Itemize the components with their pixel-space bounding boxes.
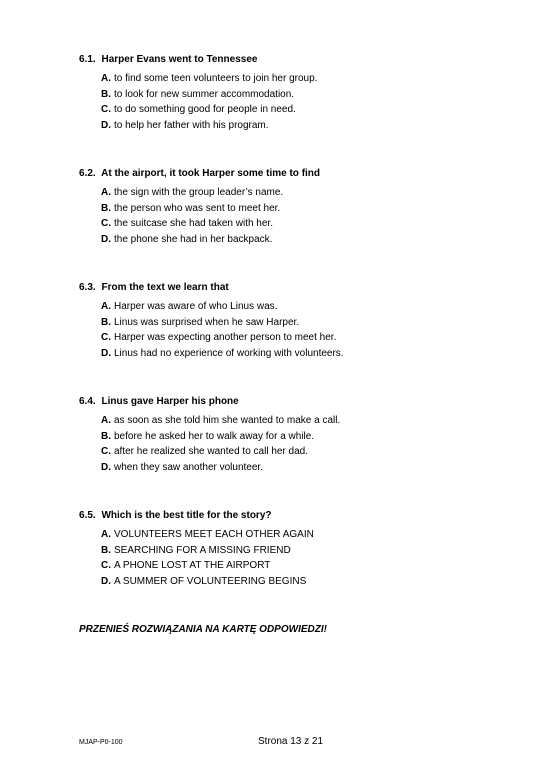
option-letter: D. xyxy=(101,233,111,245)
option-c xyxy=(101,102,317,118)
option-text: the sign with the group leader’s name. xyxy=(114,187,284,198)
answer-options xyxy=(79,185,320,247)
question-6-5 xyxy=(79,510,314,589)
question-number: 6.1. xyxy=(79,54,96,65)
option-b xyxy=(101,543,314,559)
answer-options xyxy=(79,71,317,133)
option-a xyxy=(101,413,340,429)
option-letter: B. xyxy=(101,316,111,328)
option-letter: A. xyxy=(101,73,111,84)
question-6-4 xyxy=(79,396,340,475)
option-d xyxy=(101,574,314,590)
option-d xyxy=(101,460,340,476)
option-letter: A. xyxy=(101,529,111,540)
option-text: A SUMMER OF VOLUNTEERING BEGINS xyxy=(114,575,307,587)
option-letter: C. xyxy=(101,332,111,344)
option-text: VOLUNTEERS MEET EACH OTHER AGAIN xyxy=(114,529,314,540)
question-6-2 xyxy=(79,168,320,247)
question-title xyxy=(79,282,344,294)
option-letter: C. xyxy=(101,560,111,572)
option-d xyxy=(101,118,317,134)
option-letter: D. xyxy=(101,575,111,587)
question-title xyxy=(79,510,314,522)
option-a xyxy=(101,185,320,201)
question-6-1 xyxy=(79,54,317,133)
option-letter: B. xyxy=(101,544,111,556)
option-letter: B. xyxy=(101,202,111,214)
option-text: before he asked her to walk away for a while. xyxy=(114,430,315,442)
option-b xyxy=(101,429,340,445)
option-a xyxy=(101,71,317,87)
option-letter: A. xyxy=(101,415,111,426)
option-b xyxy=(101,87,317,103)
option-letter: D. xyxy=(101,461,111,473)
option-text: Harper was aware of who Linus was. xyxy=(114,301,278,312)
option-d xyxy=(101,346,344,362)
question-number: 6.4. xyxy=(79,396,96,407)
option-letter: D. xyxy=(101,347,111,359)
question-prompt: From the text we learn that xyxy=(101,282,229,293)
option-text: SEARCHING FOR A MISSING FRIEND xyxy=(114,544,291,556)
answer-options xyxy=(79,527,314,589)
option-letter: D. xyxy=(101,119,111,131)
question-6-3 xyxy=(79,282,344,361)
option-letter: A. xyxy=(101,187,111,198)
question-number: 6.3. xyxy=(79,282,96,293)
question-prompt: Which is the best title for the story? xyxy=(101,510,272,521)
question-prompt: At the airport, it took Harper some time to find xyxy=(101,168,321,179)
answer-options xyxy=(79,413,340,475)
option-text: to do something good for people in need. xyxy=(114,104,296,116)
question-title xyxy=(79,168,320,180)
question-prompt: Linus gave Harper his phone xyxy=(101,396,239,407)
question-title xyxy=(79,54,317,66)
option-text: the person who was sent to meet her. xyxy=(114,202,281,214)
option-text: to find some teen volunteers to join her group. xyxy=(114,73,318,84)
option-c xyxy=(101,558,314,574)
option-text: the suitcase she had taken with her. xyxy=(114,218,273,230)
option-text: the phone she had in her backpack. xyxy=(114,233,273,245)
option-letter: C. xyxy=(101,104,111,116)
option-a xyxy=(101,299,344,315)
option-a xyxy=(101,527,314,543)
option-letter: B. xyxy=(101,430,111,442)
option-text: when they saw another volunteer. xyxy=(114,461,263,473)
question-prompt: Harper Evans went to Tennessee xyxy=(101,54,258,65)
option-text: to help her father with his program. xyxy=(114,119,269,131)
option-text: to look for new summer accommodation. xyxy=(114,88,295,100)
option-text: Harper was expecting another person to meet her. xyxy=(114,332,337,344)
option-text: Linus had no experience of working with volunteers. xyxy=(114,347,344,359)
option-c xyxy=(101,330,344,346)
option-letter: C. xyxy=(101,446,111,458)
answer-options xyxy=(79,299,344,361)
option-letter: C. xyxy=(101,218,111,230)
option-text: A PHONE LOST AT THE AIRPORT xyxy=(114,560,271,572)
page-number: Strona 13 z 21 xyxy=(258,736,324,747)
option-text: Linus was surprised when he saw Harper. xyxy=(114,316,300,328)
option-letter: A. xyxy=(101,301,111,312)
question-title xyxy=(79,396,340,408)
option-letter: B. xyxy=(101,88,111,100)
question-number: 6.2. xyxy=(79,168,96,179)
option-c xyxy=(101,444,340,460)
option-d xyxy=(101,232,320,248)
option-text: as soon as she told him she wanted to make a call. xyxy=(114,415,341,426)
option-b xyxy=(101,201,320,217)
exam-code: MJAP-P0-100 xyxy=(79,739,123,746)
option-text: after he realized she wanted to call her dad. xyxy=(114,446,309,458)
option-c xyxy=(101,216,320,232)
question-number: 6.5. xyxy=(79,510,96,521)
option-b xyxy=(101,315,344,331)
transfer-answers-instruction: PRZENIEŚ ROZWIĄZANIA NA KARTĘ ODPOWIEDZI! xyxy=(79,624,327,635)
